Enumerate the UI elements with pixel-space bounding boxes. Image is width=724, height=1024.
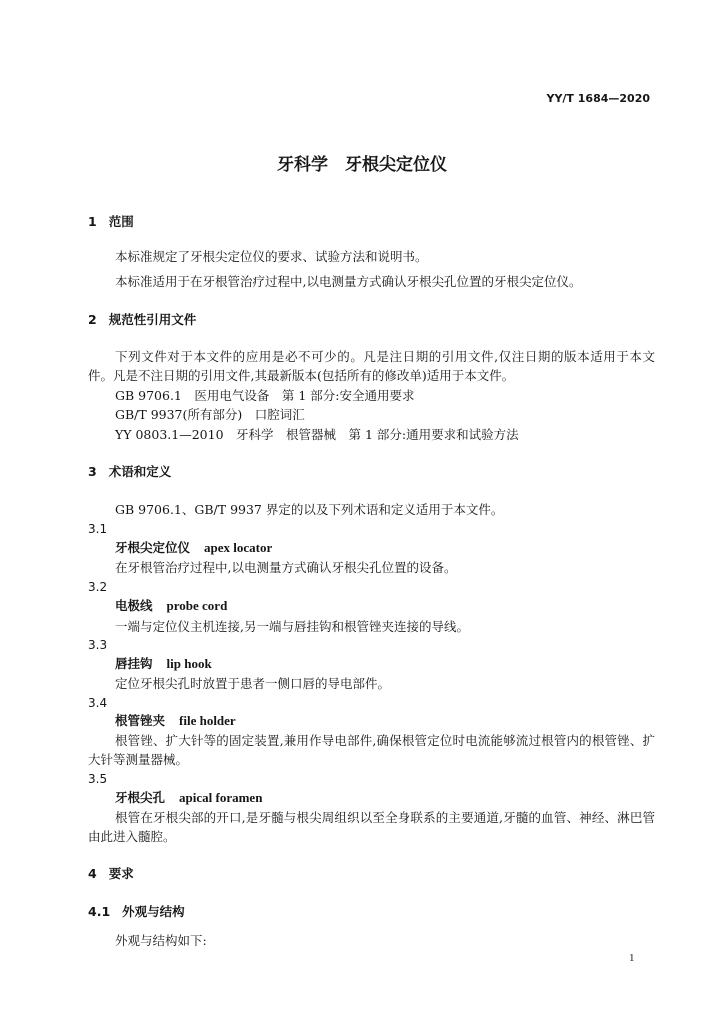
term-en: apical foramen bbox=[179, 790, 263, 805]
paragraph: GB 9706.1、GB/T 9937 界定的以及下列术语和定义适用于本文件。 bbox=[115, 502, 504, 517]
document-title: 牙科学 牙根尖定位仪 bbox=[277, 155, 447, 175]
subsection-title: 外观与结构 bbox=[122, 904, 185, 919]
paragraph-line: 下列文件对于本文件的应用是必不可少的。凡是注日期的引用文件,仅注日期的版本适用于本文 bbox=[115, 349, 655, 364]
term-definition: 一端与定位仪主机连接,另一端与唇挂钩和根管锉夹连接的导线。 bbox=[115, 619, 469, 634]
term-zh: 牙根尖孔 bbox=[115, 790, 166, 805]
subsection-number: 4.1 bbox=[88, 904, 111, 919]
section-title: 术语和定义 bbox=[108, 464, 172, 479]
section-heading bbox=[88, 463, 171, 481]
section-number: 3 bbox=[88, 464, 97, 479]
term-definition: 在牙根管治疗过程中,以电测量方式确认牙根尖孔位置的设备。 bbox=[115, 560, 457, 575]
term-definition-line: 根管在牙根尖部的开口,是牙髓与根尖周组织以至全身联系的主要通道,牙髓的血管、神经、淋巴管 bbox=[115, 810, 655, 825]
term-heading bbox=[115, 597, 227, 615]
subsection-heading bbox=[88, 903, 185, 921]
clause-number: 3.5 bbox=[88, 772, 108, 786]
page-number: 1 bbox=[629, 952, 635, 964]
term-en: file holder bbox=[179, 713, 236, 728]
term-heading bbox=[115, 539, 272, 557]
paragraph-line: 件。凡是不注日期的引用文件,其最新版本(包括所有的修改单)适用于本文件。 bbox=[88, 368, 515, 383]
paragraph: 本标准规定了牙根尖定位仪的要求、试验方法和说明书。 bbox=[115, 249, 428, 264]
section-title: 规范性引用文件 bbox=[108, 312, 197, 327]
paragraph: 外观与结构如下: bbox=[115, 933, 207, 948]
reference-item: GB 9706.1 医用电气设备 第 1 部分:安全通用要求 bbox=[115, 388, 415, 403]
term-zh: 电极线 bbox=[115, 598, 153, 613]
clause-number: 3.2 bbox=[88, 580, 108, 594]
reference-item: GB/T 9937(所有部分) 口腔词汇 bbox=[115, 407, 305, 422]
section-heading bbox=[88, 865, 134, 883]
term-heading bbox=[115, 655, 212, 673]
term-zh: 牙根尖定位仪 bbox=[115, 540, 191, 555]
clause-number: 3.3 bbox=[88, 638, 108, 652]
section-number: 4 bbox=[88, 866, 97, 881]
term-definition-line: 大针等测量器械。 bbox=[88, 752, 189, 767]
clause-number: 3.4 bbox=[88, 696, 108, 710]
standard-code: YY/T 1684—2020 bbox=[546, 92, 650, 105]
term-definition: 定位牙根尖孔时放置于患者一侧口唇的导电部件。 bbox=[115, 676, 391, 691]
section-number: 1 bbox=[88, 214, 97, 229]
term-en: probe cord bbox=[166, 598, 228, 613]
section-heading bbox=[88, 311, 196, 329]
term-heading bbox=[115, 712, 236, 730]
term-heading bbox=[115, 789, 262, 807]
section-title: 要求 bbox=[108, 866, 134, 881]
term-zh: 根管锉夹 bbox=[115, 713, 166, 728]
clause-number: 3.1 bbox=[88, 522, 108, 536]
term-en: lip hook bbox=[166, 656, 212, 671]
section-heading bbox=[88, 213, 134, 231]
section-title: 范围 bbox=[108, 214, 134, 229]
term-en: apex locator bbox=[204, 540, 273, 555]
term-definition-line: 由此进入髓腔。 bbox=[88, 829, 176, 844]
section-number: 2 bbox=[88, 312, 97, 327]
reference-item: YY 0803.1—2010 牙科学 根管器械 第 1 部分:通用要求和试验方法 bbox=[115, 427, 519, 442]
paragraph: 本标准适用于在牙根管治疗过程中,以电测量方式确认牙根尖孔位置的牙根尖定位仪。 bbox=[115, 274, 582, 289]
term-definition-line: 根管锉、扩大针等的固定装置,兼用作导电部件,确保根管定位时电流能够流过根管内的根管锉、扩 bbox=[115, 733, 655, 748]
term-zh: 唇挂钩 bbox=[115, 656, 153, 671]
